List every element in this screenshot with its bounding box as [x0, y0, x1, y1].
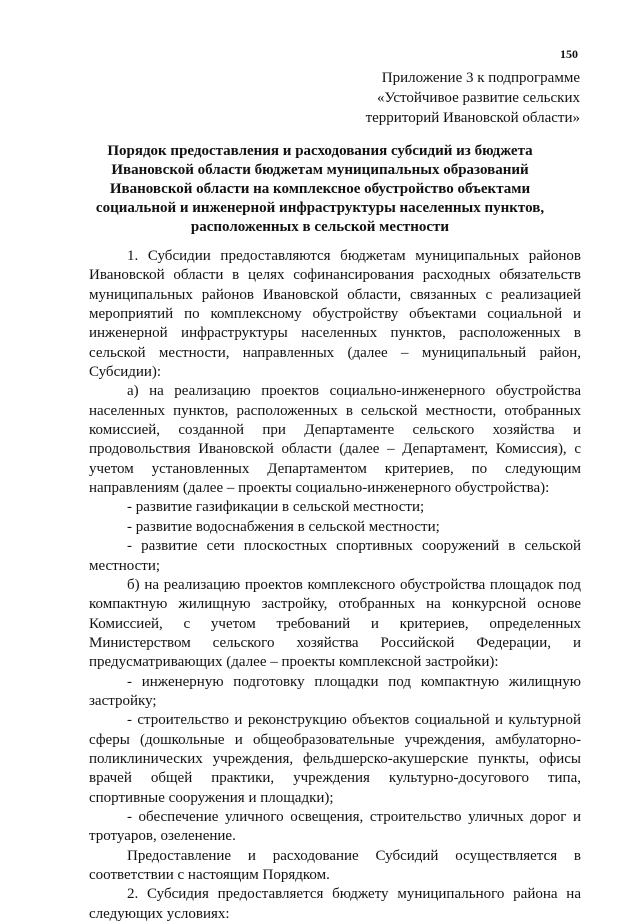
list-item-lighting: - обеспечение уличного освещения, строительство уличных дорог и тротуаров, озеленение.: [89, 808, 581, 845]
title-line: социальной и инженерной инфраструктуры населенных пунктов,: [95, 200, 545, 216]
page-number: 150: [560, 47, 578, 61]
title-line: расположенных в сельской местности: [190, 219, 450, 235]
title-line: Ивановской области бюджетам муниципальных образований: [111, 162, 529, 178]
paragraph-procedure: Предоставление и расходование Субсидий осуществляется в соответствии с настоящим Порядком.: [89, 847, 581, 883]
title-line: Порядок предоставления и расходования субсидий из бюджета: [107, 143, 533, 159]
list-item-water: - развитие водоснабжения в сельской местности;: [127, 518, 440, 535]
appendix-reference: [280, 68, 580, 128]
list-item-construction: - строительство и реконструкцию объектов социальной и культурной сферы (дошкольные и общеобразовательные учреждения, амбулаторно-поликлинических учреждения, фельдшерско-акушерские пункты, офисы врачей общей практики, учреждения культурно-досугового типа, спортивные сооружения и площадки);: [89, 712, 581, 806]
document-body: [89, 247, 581, 924]
paragraph-clause-2: 2. Субсидия предоставляется бюджету муниципального района на следующих условиях:: [89, 886, 581, 922]
appendix-line: Приложение 3 к подпрограмме: [381, 70, 580, 86]
list-item-site-prep: - инженерную подготовку площадки под компактную жилищную застройку;: [89, 673, 581, 709]
paragraph-subclause-b: б) на реализацию проектов комплексного обустройства площадок под компактную жилищную застройку, отобранных на конкурсной основе Комиссией, с учетом требований и критериев, определенных Министерством сельского хозяйства Российской Федерации, и предусматривающих (далее – проекты комплексной застройки):: [89, 576, 581, 671]
paragraph-clause-1: 1. Субсидии предоставляются бюджетам муниципальных районов Ивановской области в целях софинансирования расходных обязательств муниципальных районов Ивановской области, связанных с реализацией мероприятий по комплексному обустройству объектами социальной и инженерной инфраструктуры населенных пунктов, расположенных в сельской местности, направленных (далее – муниципальный район, Субсидии):: [89, 248, 581, 381]
document-title: [60, 142, 580, 237]
list-item-sports: - развитие сети плоскостных спортивных сооружений в сельской местности;: [89, 538, 581, 574]
appendix-line: «Устойчивое развитие сельских: [377, 90, 580, 106]
list-item-gas: - развитие газификации в сельской местности;: [127, 499, 425, 516]
title-line: Ивановской области на комплексное обустройство объектами: [109, 181, 531, 197]
paragraph-subclause-a: а) на реализацию проектов социально-инженерного обустройства населенных пунктов, расположенных в сельской местности, отобранных комиссией, созданной при Департаменте сельского хозяйства и продовольствия Ивановской области (далее – Департамент, Комиссия), с учетом установленных Департаментом критериев, по следующим направлениям (далее – проекты социально-инженерного обустройства):: [89, 383, 581, 497]
appendix-line: территорий Ивановской области»: [365, 110, 580, 126]
